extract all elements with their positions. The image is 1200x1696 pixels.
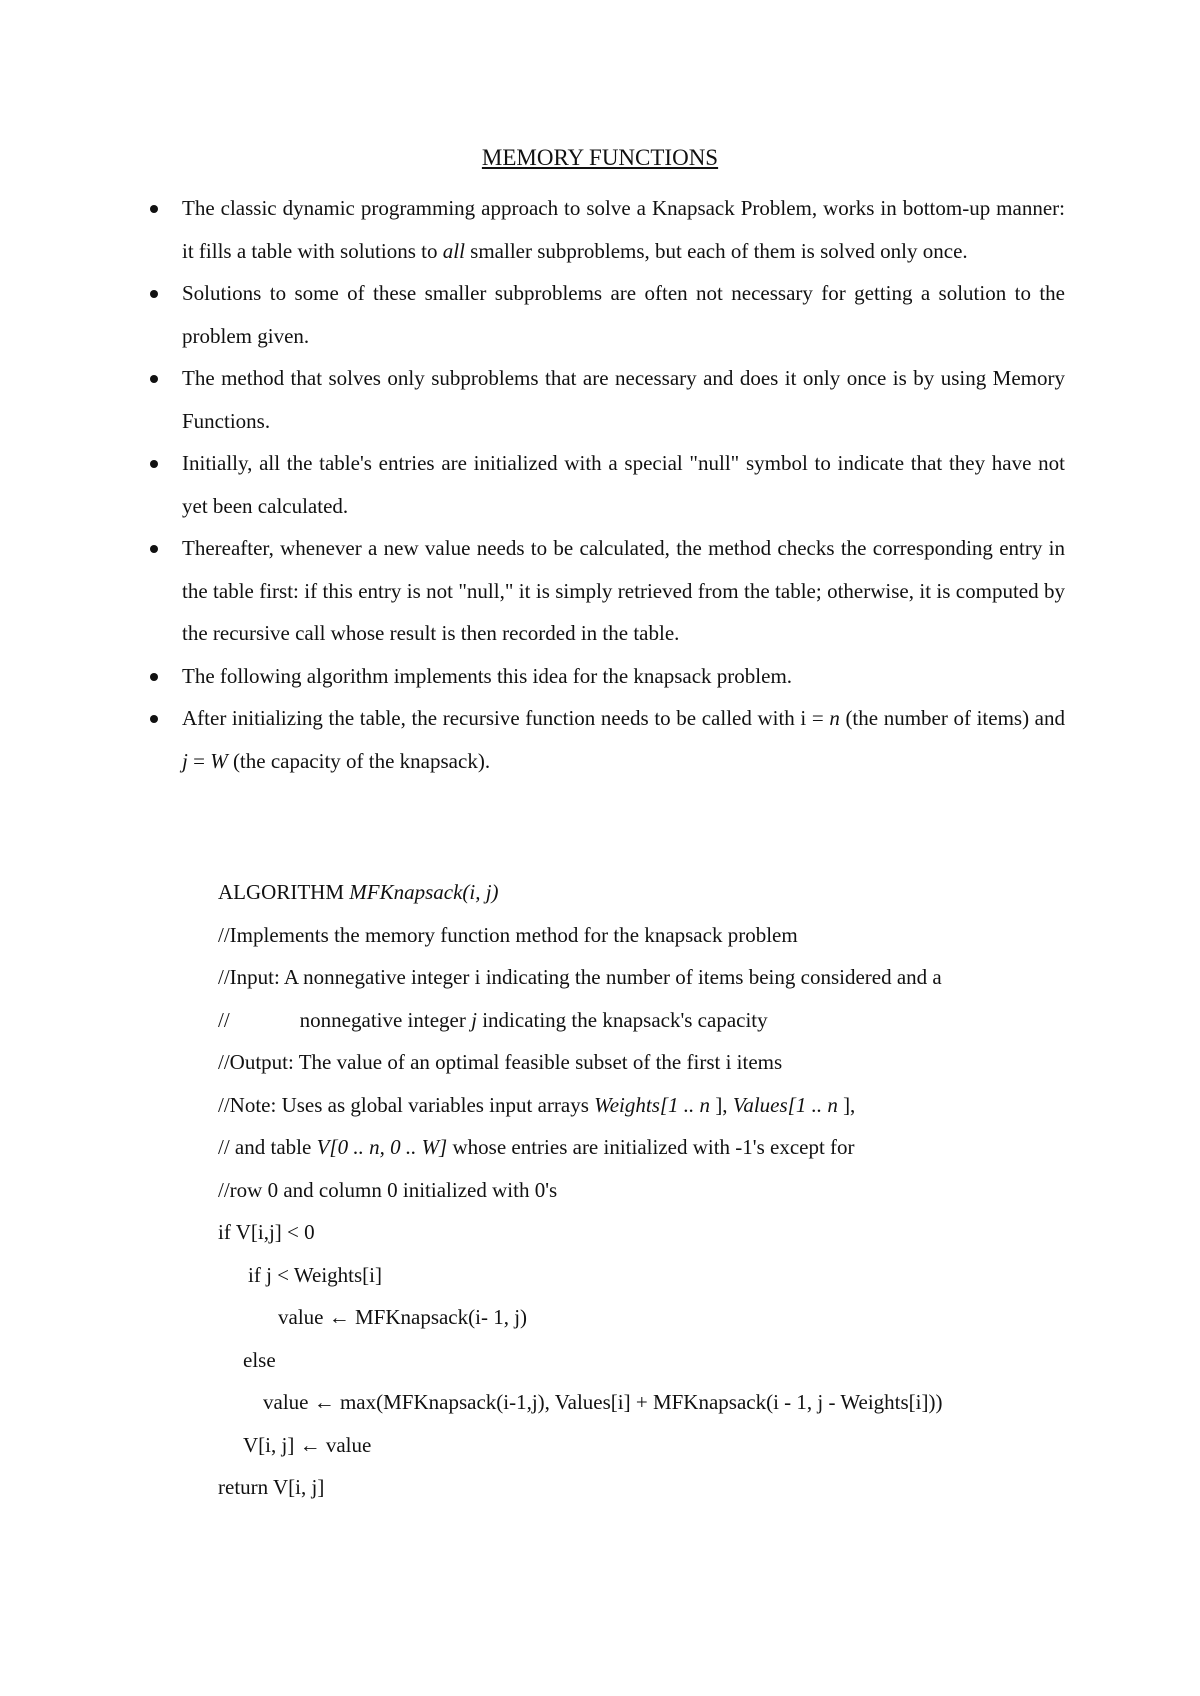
algorithm-comment [218, 1084, 1078, 1127]
comment-slashes: // [218, 1007, 230, 1032]
bullet-text: Initially, all the table's entries are initialized with a special "null" symbol to indicate that they have not yet been calculated. [182, 451, 1065, 518]
bullet-icon [150, 375, 158, 383]
comment-text: ], [710, 1092, 733, 1117]
bullet-text: smaller subproblems, but each of them is solved only once. [464, 238, 968, 263]
algorithm-block [218, 871, 1078, 1509]
bullet-icon [150, 460, 158, 468]
comment-text: whose entries are initialized with -1's except for [447, 1135, 855, 1159]
bullet-item [145, 527, 1065, 655]
code-line: if V[i,j] < 0 [218, 1220, 315, 1244]
bullet-icon [150, 673, 158, 681]
var-j: j [182, 748, 188, 773]
algorithm-comment: //row 0 and column 0 initialized with 0's [218, 1177, 558, 1202]
bullet-icon [150, 290, 158, 298]
bullet-text: The classic dynamic programming approach to solve a Knapsack Problem, works in bottom-up manner: it fills a table with solutions to [182, 196, 1065, 263]
algorithm-comment [218, 999, 1078, 1042]
page-title: MEMORY FUNCTIONS [481, 145, 719, 170]
comment-text: indicating the knapsack's capacity [476, 1007, 768, 1032]
code-line: if j < Weights[i] [248, 1262, 382, 1287]
bullet-text: Solutions to some of these smaller subproblems are often not necessary for getting a solution to the problem given. [182, 281, 1065, 348]
algorithm-comment: //Output: The value of an optimal feasible subset of the first i items [218, 1050, 783, 1074]
var-w: W [210, 748, 228, 773]
comment-text: //Note: Uses as global variables input arrays [218, 1092, 595, 1117]
bullet-text: = [187, 748, 211, 773]
comment-text: nonnegative integer [299, 1007, 472, 1032]
values-array: Values[1 .. n [732, 1092, 838, 1117]
weights-array: Weights[1 .. n [594, 1092, 711, 1117]
bullet-icon [150, 545, 158, 553]
code-line: V[i, j] ← value [243, 1432, 372, 1457]
code-line: else [243, 1347, 276, 1372]
var-j: j [471, 1007, 477, 1032]
algorithm-comment: //Input: A nonnegative integer i indicating the number of items being considered and a [218, 965, 942, 989]
algorithm-header [218, 871, 1078, 914]
table-v: V[0 .. n, 0 .. W] [316, 1135, 448, 1159]
algorithm-name: MFKnapsack(i, j) [349, 880, 499, 904]
bullet-list [145, 187, 1065, 782]
bullet-emphasis: all [442, 238, 465, 263]
algorithm-comment [218, 1126, 1078, 1169]
comment-text: ], [837, 1092, 856, 1117]
bullet-text: The method that solves only subproblems that are necessary and does it only once is by using Memory Functions. [182, 366, 1065, 433]
bullet-text: (the capacity of the knapsack). [227, 748, 491, 773]
algorithm-comment: //Implements the memory function method for the knapsack problem [218, 922, 798, 947]
bullet-text: Thereafter, whenever a new value needs to be calculated, the method checks the corresponding entry in the table first: if this entry is not "null," it is simply retrieved from the table; otherwise, it is computed by the recursive call whose result is then recorded in the table. [182, 536, 1065, 645]
bullet-item [145, 697, 1065, 782]
bullet-text: (the number of items) and [839, 706, 1066, 730]
bullet-text: The following algorithm implements this idea for the knapsack problem. [182, 663, 793, 688]
algorithm-keyword: ALGORITHM [218, 880, 350, 904]
comment-text: // and table [218, 1135, 317, 1159]
bullet-icon [150, 205, 158, 213]
bullet-item [145, 272, 1065, 357]
code-line: value ← MFKnapsack(i- 1, j) [278, 1305, 528, 1329]
bullet-text: After initializing the table, the recursive function needs to be called with i = [182, 706, 830, 730]
bullet-item [145, 187, 1065, 272]
bullet-item [145, 442, 1065, 527]
code-line: value ← max(MFKnapsack(i-1,j), Values[i] + MFKnapsack(i - 1, j - Weights[i])) [263, 1390, 943, 1414]
bullet-item [145, 655, 1065, 698]
code-line: return V[i, j] [218, 1475, 325, 1499]
bullet-icon [150, 715, 158, 723]
var-n: n [829, 706, 840, 730]
bullet-item [145, 357, 1065, 442]
